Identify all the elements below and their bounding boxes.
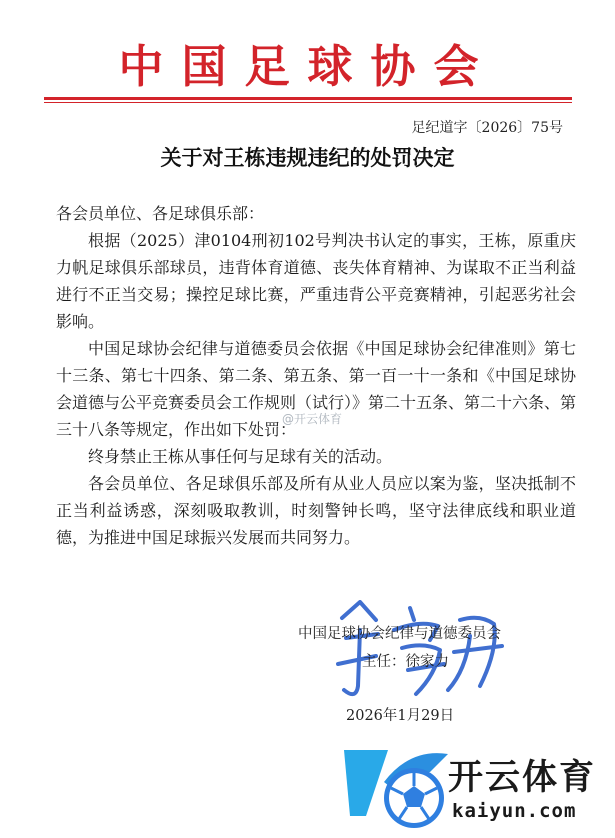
document-title: 关于对王栋违规违纪的处罚决定	[160, 145, 455, 170]
paragraph-penalty: 终身禁止王栋从事任何与足球有关的活动。	[88, 447, 393, 466]
signatory-name: 主任：徐家力	[362, 654, 449, 670]
signatory-org: 中国足球协会纪律与道德委员会	[298, 626, 501, 642]
paragraph-facts: 根据（2025）津0104刑初102号判决书认定的事实，王栋，原重庆力帆足球俱乐部球员，违背体育道德、丧失体育精神、为谋取不正当利益进行不正当交易；操控足球比赛，严重违背公平竞赛精神，引起恶劣社会影响。	[56, 231, 576, 331]
paragraph-warning: 各会员单位、各足球俱乐部及所有从业人员应以案为鉴，坚决抵制不正当利益诱惑，深刻吸取教训，时刻警钟长鸣，坚守法律底线和职业道德，为推进中国足球振兴发展而共同努力。	[56, 474, 576, 547]
document-number: 足纪道字〔2026〕75号	[411, 120, 563, 136]
document-date: 2026年1月29日	[346, 708, 455, 724]
document-body	[56, 200, 576, 551]
paragraph-basis: 中国足球协会纪律与道德委员会依据《中国足球协会纪律准则》第七十三条、第七十四条、第二条、第五条、第一百一十一条和《中国足球协会道德与公平竞赛委员会工作规则（试行）》第二十五条、第二十六条、第三十八条等规定，作出如下处罚：	[56, 339, 577, 439]
letterhead-rule-thick	[44, 97, 572, 100]
watermark-text: @开云体育	[282, 412, 343, 426]
brand-name: 开云体育	[448, 758, 597, 798]
brand-url: kaiyun.com	[452, 800, 577, 822]
letterhead-title: 中国足球协会	[118, 42, 497, 92]
letterhead-rule-thin	[44, 102, 572, 103]
salutation: 各会员单位、各足球俱乐部：	[56, 204, 265, 223]
